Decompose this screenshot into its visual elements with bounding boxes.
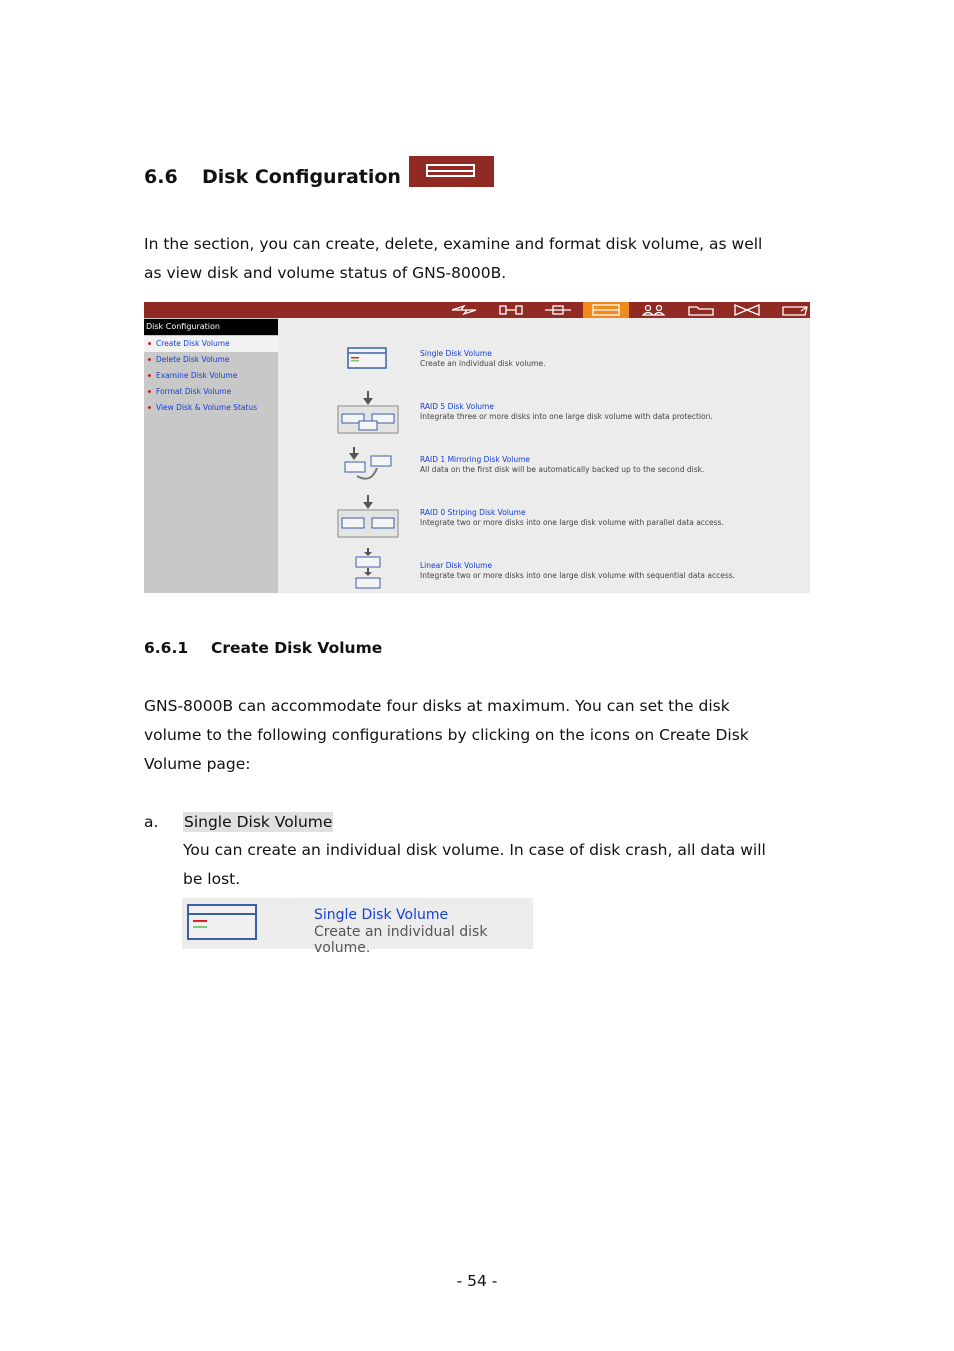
option-desc-raid5: Integrate three or more disks into one large disk volume with data protection. [420,412,713,421]
intro-paragraph [144,230,814,288]
raid5-disk-icon[interactable] [337,390,399,434]
sidebar [144,318,278,593]
sidebar-title: Disk Configuration [144,319,278,335]
section-title: Disk Configuration [202,166,401,188]
subsection-heading [144,639,382,657]
sidebar-item-format[interactable]: Format Disk Volume [144,384,278,400]
folder-icon[interactable] [686,304,716,316]
option-title-raid5[interactable]: RAID 5 Disk Volume [420,402,494,411]
subsection-number: 6.6.1 [144,639,189,657]
body-paragraph [144,692,814,779]
intro-line: as view disk and volume status of GNS-8000B. [144,264,507,282]
top-nav-bar [144,302,810,318]
option-desc-raid0: Integrate two or more disks into one large disk volume with parallel data access. [420,518,724,527]
option-title-raid1[interactable]: RAID 1 Mirroring Disk Volume [420,455,531,464]
list-item-title: Single Disk Volume [184,813,333,831]
body-line: volume to the following configurations by clicking on the icons on Create Disk [144,726,749,744]
single-disk-icon[interactable] [187,904,257,940]
single-disk-icon[interactable] [347,347,387,369]
option-title-linear[interactable]: Linear Disk Volume [420,561,493,570]
list-text-line: be lost. [183,870,241,888]
sidebar-item-status[interactable]: View Disk & Volume Status [144,400,278,416]
printer-icon[interactable] [780,304,810,316]
disk-config-icon [409,156,494,187]
body-line: Volume page: [144,755,251,773]
hourglass-icon[interactable] [732,304,762,316]
subsection-title: Create Disk Volume [211,639,383,657]
disk-icon[interactable] [583,302,629,318]
list-item-text [183,836,813,894]
single-disk-crop [182,898,533,956]
body-line: GNS-8000B can accommodate four disks at maximum. You can set the disk [144,697,730,715]
connector-icon[interactable] [543,304,573,316]
option-desc-single: Create an individual disk volume. [420,359,546,368]
crop-title[interactable]: Single Disk Volume [314,907,449,923]
linear-disk-icon[interactable] [353,548,383,592]
option-desc-linear: Integrate two or more disks into one large disk volume with sequential data access. [420,571,736,580]
lightning-icon[interactable] [449,304,479,316]
raid0-disk-icon[interactable] [337,494,399,538]
list-marker: a. [144,813,159,831]
intro-line: In the section, you can create, delete, examine and format disk volume, as well [144,235,763,253]
network-icon[interactable] [496,304,526,316]
sidebar-item-create[interactable]: Create Disk Volume [144,336,278,352]
raid1-disk-icon[interactable] [343,446,395,484]
section-number: 6.6 [144,166,178,188]
option-title-raid0[interactable]: RAID 0 Striping Disk Volume [420,508,526,517]
option-title-single[interactable]: Single Disk Volume [420,349,492,358]
sidebar-item-examine[interactable]: Examine Disk Volume [144,368,278,384]
section-heading [144,166,401,188]
list-text-line: You can create an individual disk volume. In case of disk crash, all data will [183,841,766,859]
users-icon[interactable] [638,304,668,316]
sidebar-item-delete[interactable]: Delete Disk Volume [144,352,278,368]
disk-config-screenshot [144,302,810,593]
option-desc-raid1: All data on the first disk will be automatically backed up to the second disk. [420,465,705,474]
page-number: - 54 - [456,1272,498,1290]
crop-desc: Create an individual disk volume. [314,924,488,956]
